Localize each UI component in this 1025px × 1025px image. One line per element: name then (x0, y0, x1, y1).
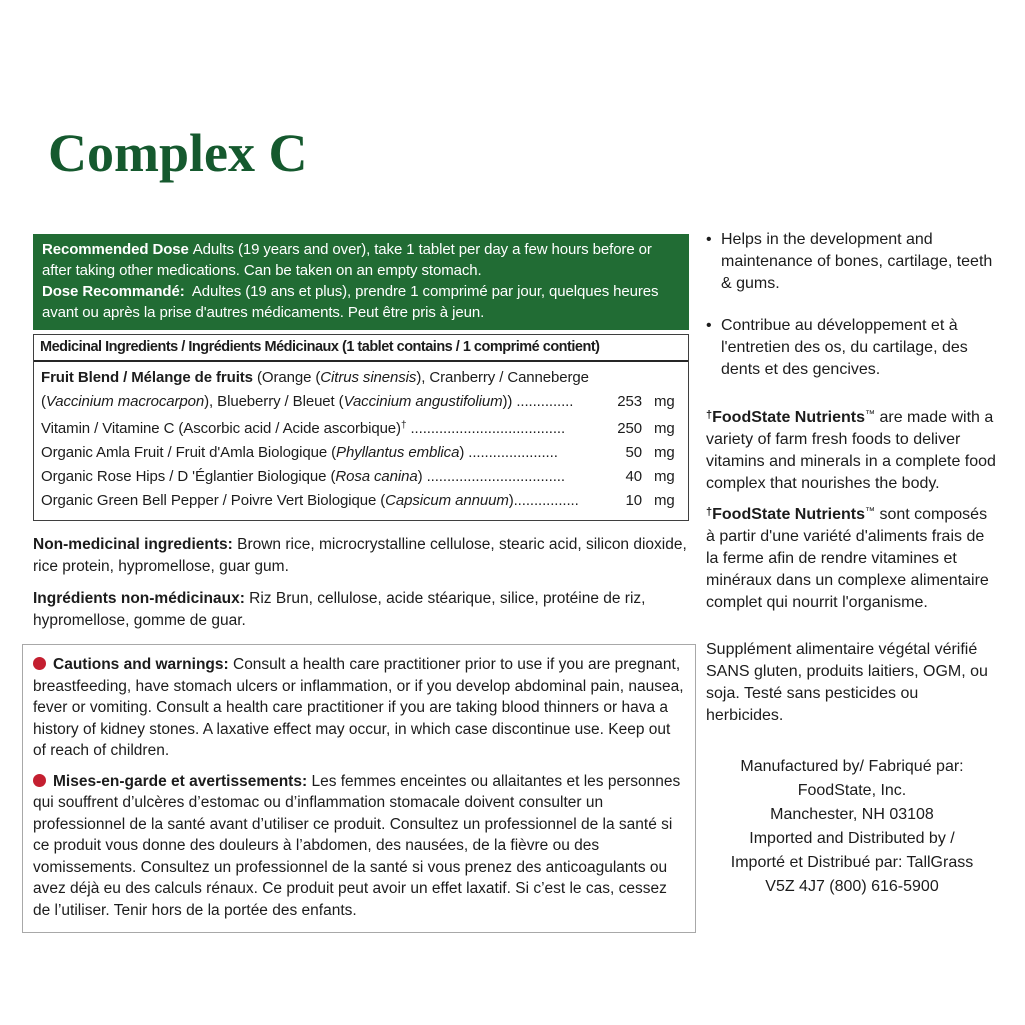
ingredient-amount: 50 (625, 444, 642, 461)
manufacturer-line: Manchester, NH 03108 (770, 806, 934, 823)
medicinal-ingredients-table (33, 334, 689, 521)
table-row (41, 414, 680, 441)
dose-en (42, 239, 680, 281)
warning-dot-icon (33, 774, 46, 787)
ingredient-unit: mg (654, 492, 675, 509)
latin-name: Rosa canina (335, 468, 418, 485)
trademark-mark: ™ (865, 506, 876, 517)
ingredient-detail: (Orange ( (252, 369, 321, 386)
manufacturer-block (706, 755, 998, 899)
dagger-mark: † (706, 409, 713, 421)
non-medicinal-fr (33, 588, 689, 631)
cautions-en-label: Cautions and warnings: (53, 656, 229, 673)
benefit-text: Helps in the development and maintenance of bones, cartilage, teeth & gums. (721, 231, 993, 292)
warning-dot-icon (33, 657, 46, 670)
manufacturer-line: Imported and Distributed by / (749, 830, 955, 847)
table-row (41, 489, 680, 513)
table-row (41, 441, 680, 465)
ingredient-name: Fruit Blend / Mélange de fruits (41, 369, 253, 386)
bullet-icon: • (706, 231, 712, 248)
table-row (41, 465, 680, 489)
non-medicinal-fr-label: Ingrédients non-médicinaux: (33, 590, 245, 607)
non-medicinal-en (33, 534, 689, 577)
ingredient-name: Organic Rose Hips / D 'Églantier Biologique ( (41, 468, 336, 485)
dose-en-label: Recommended Dose (42, 241, 189, 258)
ingredient-detail: ), Blueberry / Bleuet ( (204, 393, 344, 410)
latin-name: Capsicum annuum (385, 492, 509, 509)
dose-en-text: Adults (19 years and over), take 1 tablet per day a few hours before or after taking other medications. Can be taken on an empty stomach. (42, 241, 652, 279)
dot-leader: ) .................................. (417, 468, 565, 485)
cautions-fr-label: Mises-en-garde et avertissements: (53, 772, 308, 790)
table-row (41, 366, 680, 414)
medicinal-ingredients-rows (34, 362, 688, 520)
dagger-mark: † (400, 420, 407, 431)
latin-name: Vaccinium macrocarpon (45, 393, 205, 410)
non-medicinal-fr-text: Riz Brun, cellulose, acide stéarique, silice, protéine de riz, hypromellose, gomme de guar. (33, 590, 646, 629)
non-medicinal-en-label: Non-medicinal ingredients: (33, 536, 233, 553)
ingredient-text (41, 489, 608, 513)
dot-leader: ) ...................... (459, 444, 558, 461)
ingredient-amount: 250 (617, 420, 642, 437)
foodstate-brand: FoodState Nutrients (712, 506, 866, 523)
manufacturer-line: Importé et Distribué par: TallGrass (730, 854, 974, 871)
cautions-box (22, 644, 696, 933)
ingredient-amount: 253 (617, 393, 642, 410)
cautions-fr (33, 771, 685, 922)
foodstate-text-en: are made with a variety of farm fresh foods to deliver vitamins and minerals in a complete food complex that nourishes the body. (706, 409, 996, 492)
non-medicinal-en-text: Brown rice, microcrystalline cellulose, stearic acid, silicon dioxide, rice protein, hypromellose, guar gum. (33, 536, 687, 575)
ingredient-name: Vitamin / Vitamine C (Ascorbic acid / Acide ascorbique) (41, 420, 401, 437)
ingredient-text (41, 465, 608, 489)
supplement-note: Supplément alimentaire végétal vérifié SANS gluten, produits laitiers, OGM, ou soja. Testé sans pesticides ou herbicides. (706, 641, 988, 724)
ingredient-amount: 10 (625, 492, 642, 509)
medicinal-ingredients-header: Medicinal Ingredients / Ingrédients Médicinaux (1 tablet contains / 1 comprimé contient) (34, 335, 688, 362)
benefit-item-fr (706, 315, 998, 381)
foodstate-text-fr: sont composés à partir d'une variété d'aliments frais de la ferme afin de rendre vitamines et minéraux dans un complexe alimentaire complet qui nourrit l'organisme. (706, 506, 989, 611)
recommended-dose-box (33, 234, 689, 330)
page-title: Complex C (48, 123, 308, 183)
foodstate-note-en (706, 404, 998, 495)
dot-leader: )) .............. (502, 393, 574, 410)
ingredient-unit: mg (654, 468, 675, 485)
benefit-text: Contribue au développement et à l'entretien des os, du cartilage, des dents et des gencives. (721, 317, 968, 378)
ingredient-unit: mg (654, 393, 675, 410)
left-column (33, 234, 689, 933)
manufacturer-line: V5Z 4J7 (800) 616-5900 (765, 878, 939, 895)
cautions-en-text: Consult a health care practitioner prior to use if you are pregnant, breastfeeding, have stomach ulcers or inflammation, or if you develop abdominal pain, nausea, fever or vomiting. Consult a health care practitioner if you are taking blood thinners or hava a history of kidney stones. A laxative effect may occur, in which case discontinue use. Keep out of reach of children. (33, 656, 684, 759)
benefit-item-en (706, 229, 998, 295)
dot-leader: )................ (508, 492, 579, 509)
ingredient-text (41, 414, 608, 441)
foodstate-note-fr (706, 501, 998, 614)
trademark-mark: ™ (865, 409, 876, 420)
dot-leader: ...................................... (406, 420, 566, 437)
ingredient-unit: mg (654, 420, 675, 437)
latin-name: Citrus sinensis (320, 369, 417, 386)
bullet-icon: • (706, 317, 712, 334)
manufacturer-line: Manufactured by/ Fabriqué par: (740, 758, 964, 775)
dose-fr-text: Adultes (19 ans et plus), prendre 1 comprimé par jour, quelques heures avant ou après la prise d'autres médicaments. Peut être pris à jeun. (42, 283, 659, 321)
ingredient-text (41, 441, 608, 465)
ingredient-name: Organic Amla Fruit / Fruit d'Amla Biologique ( (41, 444, 337, 461)
ingredient-text (41, 366, 608, 414)
latin-name: Vaccinium angustifolium (343, 393, 503, 410)
foodstate-brand: FoodState Nutrients (712, 409, 866, 426)
manufacturer-line: FoodState, Inc. (797, 782, 907, 799)
dagger-mark: † (706, 506, 713, 518)
right-column (706, 229, 998, 899)
dose-fr-label: Dose Recommandé: (42, 283, 185, 300)
cautions-fr-text: Les femmes enceintes ou allaitantes et les personnes qui souffrent d’ulcères d’estomac ou d’inflammation stomacale doivent consulter un professionnel de la santé avant d’utiliser ce produit. Consultez un professionnel de la santé si ce produit vous donne des douleurs à l’abdomen, des nausées, de la fièvre ou des vomissements. Consultez un professionnel de la santé si vous prenez des anticoagulants ou avez déjà eu des calculs rénaux. Ce produit peut avoir un effet laxatif. Si c’est le cas, cessez de l’utiliser. Tenir hors de la portée des enfants. (33, 772, 681, 919)
ingredient-unit: mg (654, 444, 675, 461)
ingredient-detail: ), Cranberry / Canneberge ( (41, 369, 589, 410)
ingredient-name: Organic Green Bell Pepper / Poivre Vert Biologique ( (41, 492, 386, 509)
cautions-en (33, 654, 685, 762)
ingredient-amount: 40 (625, 468, 642, 485)
latin-name: Phyllantus emblica (336, 444, 460, 461)
dose-fr (42, 281, 680, 323)
